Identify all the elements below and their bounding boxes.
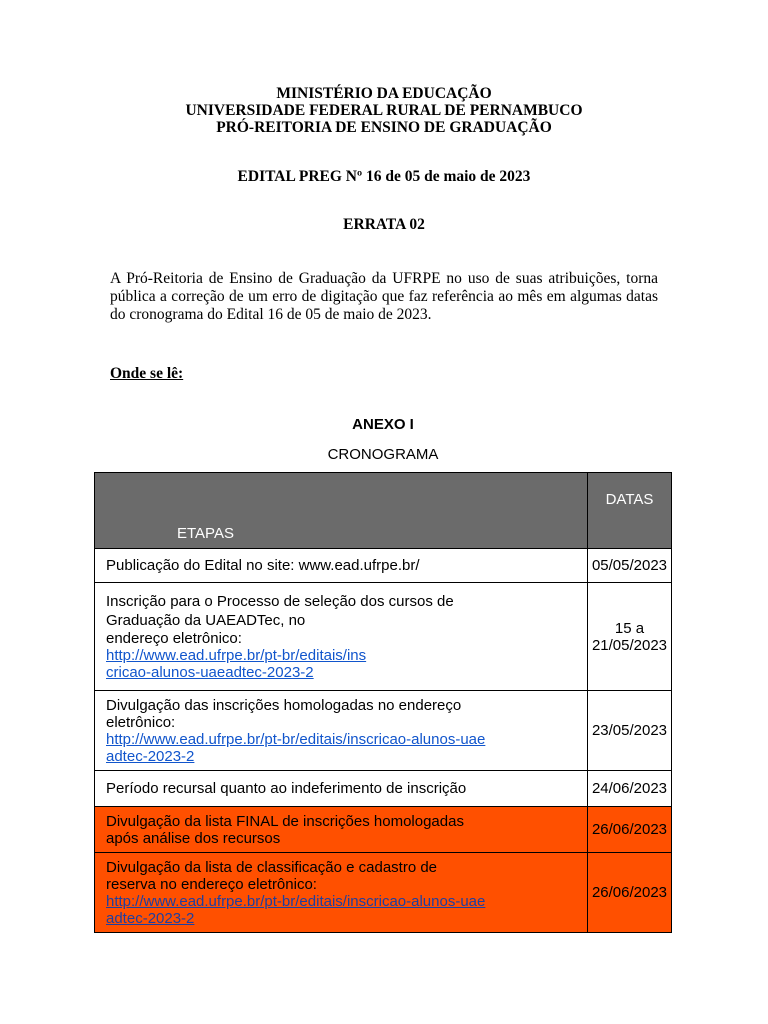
etapa-cell — [95, 691, 588, 771]
data-cell: 15 a 21/05/2023 — [588, 583, 672, 691]
header-university: UNIVERSIDADE FEDERAL RURAL DE PERNAMBUCO — [185, 102, 583, 119]
etapa-line: Divulgação da lista FINAL de inscrições homologadas — [106, 812, 464, 830]
table-row — [95, 583, 672, 691]
table-header-row — [95, 473, 672, 549]
classificacao-link[interactable] — [106, 893, 485, 927]
etapa-line: Divulgação da lista de classificação e cadastro de — [106, 858, 438, 876]
link-line: http://www.ead.ufrpe.br/pt-br/editais/inscricao-alunos-uae — [106, 730, 486, 748]
data-cell: 23/05/2023 — [588, 691, 672, 771]
etapa-line: endereço eletrônico: — [106, 630, 242, 647]
data-cell: 26/06/2023 — [588, 853, 672, 933]
header-pro-rectory: PRÓ-REITORIA DE ENSINO DE GRADUAÇÃO — [216, 119, 552, 136]
link-line: http://www.ead.ufrpe.br/pt-br/editais/inscricao-alunos-uae — [106, 892, 486, 910]
col-header-etapas: ETAPAS — [95, 473, 588, 549]
data-cell: 26/06/2023 — [588, 807, 672, 853]
etapa-line: após análise dos recursos — [106, 829, 281, 847]
intro-paragraph: A Pró-Reitoria de Ensino de Graduação da UFRPE no uso de suas atribuições, torna pública a correção de um erro de digitação que faz referência ao mês em algumas datas do cronograma do Edital 16 de 05 de maio de 2023. — [110, 270, 658, 323]
table-row — [95, 691, 672, 771]
anexo-title: ANEXO I — [352, 416, 414, 433]
link-line: adtec-2023-2 — [106, 909, 195, 927]
etapa-line: Divulgação das inscrições homologadas no endereço — [106, 696, 462, 714]
edital-title: EDITAL PREG Nº 16 de 05 de maio de 2023 — [237, 168, 531, 185]
table-row-highlighted — [95, 853, 672, 933]
etapa-cell: Período recursal quanto ao indeferimento de inscrição — [95, 771, 588, 807]
etapa-cell: Publicação do Edital no site: www.ead.ufrpe.br/ — [95, 549, 588, 583]
link-line: http://www.ead.ufrpe.br/pt-br/editais/ins — [106, 647, 367, 664]
table-row — [95, 771, 672, 807]
homologadas-link[interactable] — [106, 731, 485, 765]
data-cell: 05/05/2023 — [588, 549, 672, 583]
link-line: cricao-alunos-uaeadtec-2023-2 — [106, 664, 314, 681]
document-header — [0, 85, 768, 136]
data-cell: 24/06/2023 — [588, 771, 672, 807]
inscricao-link[interactable] — [106, 647, 366, 681]
schedule-table — [94, 472, 672, 933]
etapa-line: Graduação da UAEADTec, no — [106, 612, 306, 629]
etapa-cell — [95, 807, 588, 853]
header-ministry: MINISTÉRIO DA EDUCAÇÃO — [276, 85, 492, 102]
onde-se-le-label: Onde se lê: — [110, 365, 184, 382]
etapa-cell — [95, 853, 588, 933]
etapa-line: Inscrição para o Processo de seleção dos cursos de — [106, 593, 454, 610]
etapa-cell — [95, 583, 588, 691]
etapa-line: eletrônico: — [106, 713, 176, 731]
table-row-highlighted — [95, 807, 672, 853]
cronograma-title: CRONOGRAMA — [327, 446, 439, 463]
errata-title: ERRATA 02 — [343, 216, 425, 233]
etapa-line: reserva no endereço eletrônico: — [106, 875, 317, 893]
link-line: adtec-2023-2 — [106, 747, 195, 765]
table-row — [95, 549, 672, 583]
col-header-datas: DATAS — [588, 473, 672, 549]
